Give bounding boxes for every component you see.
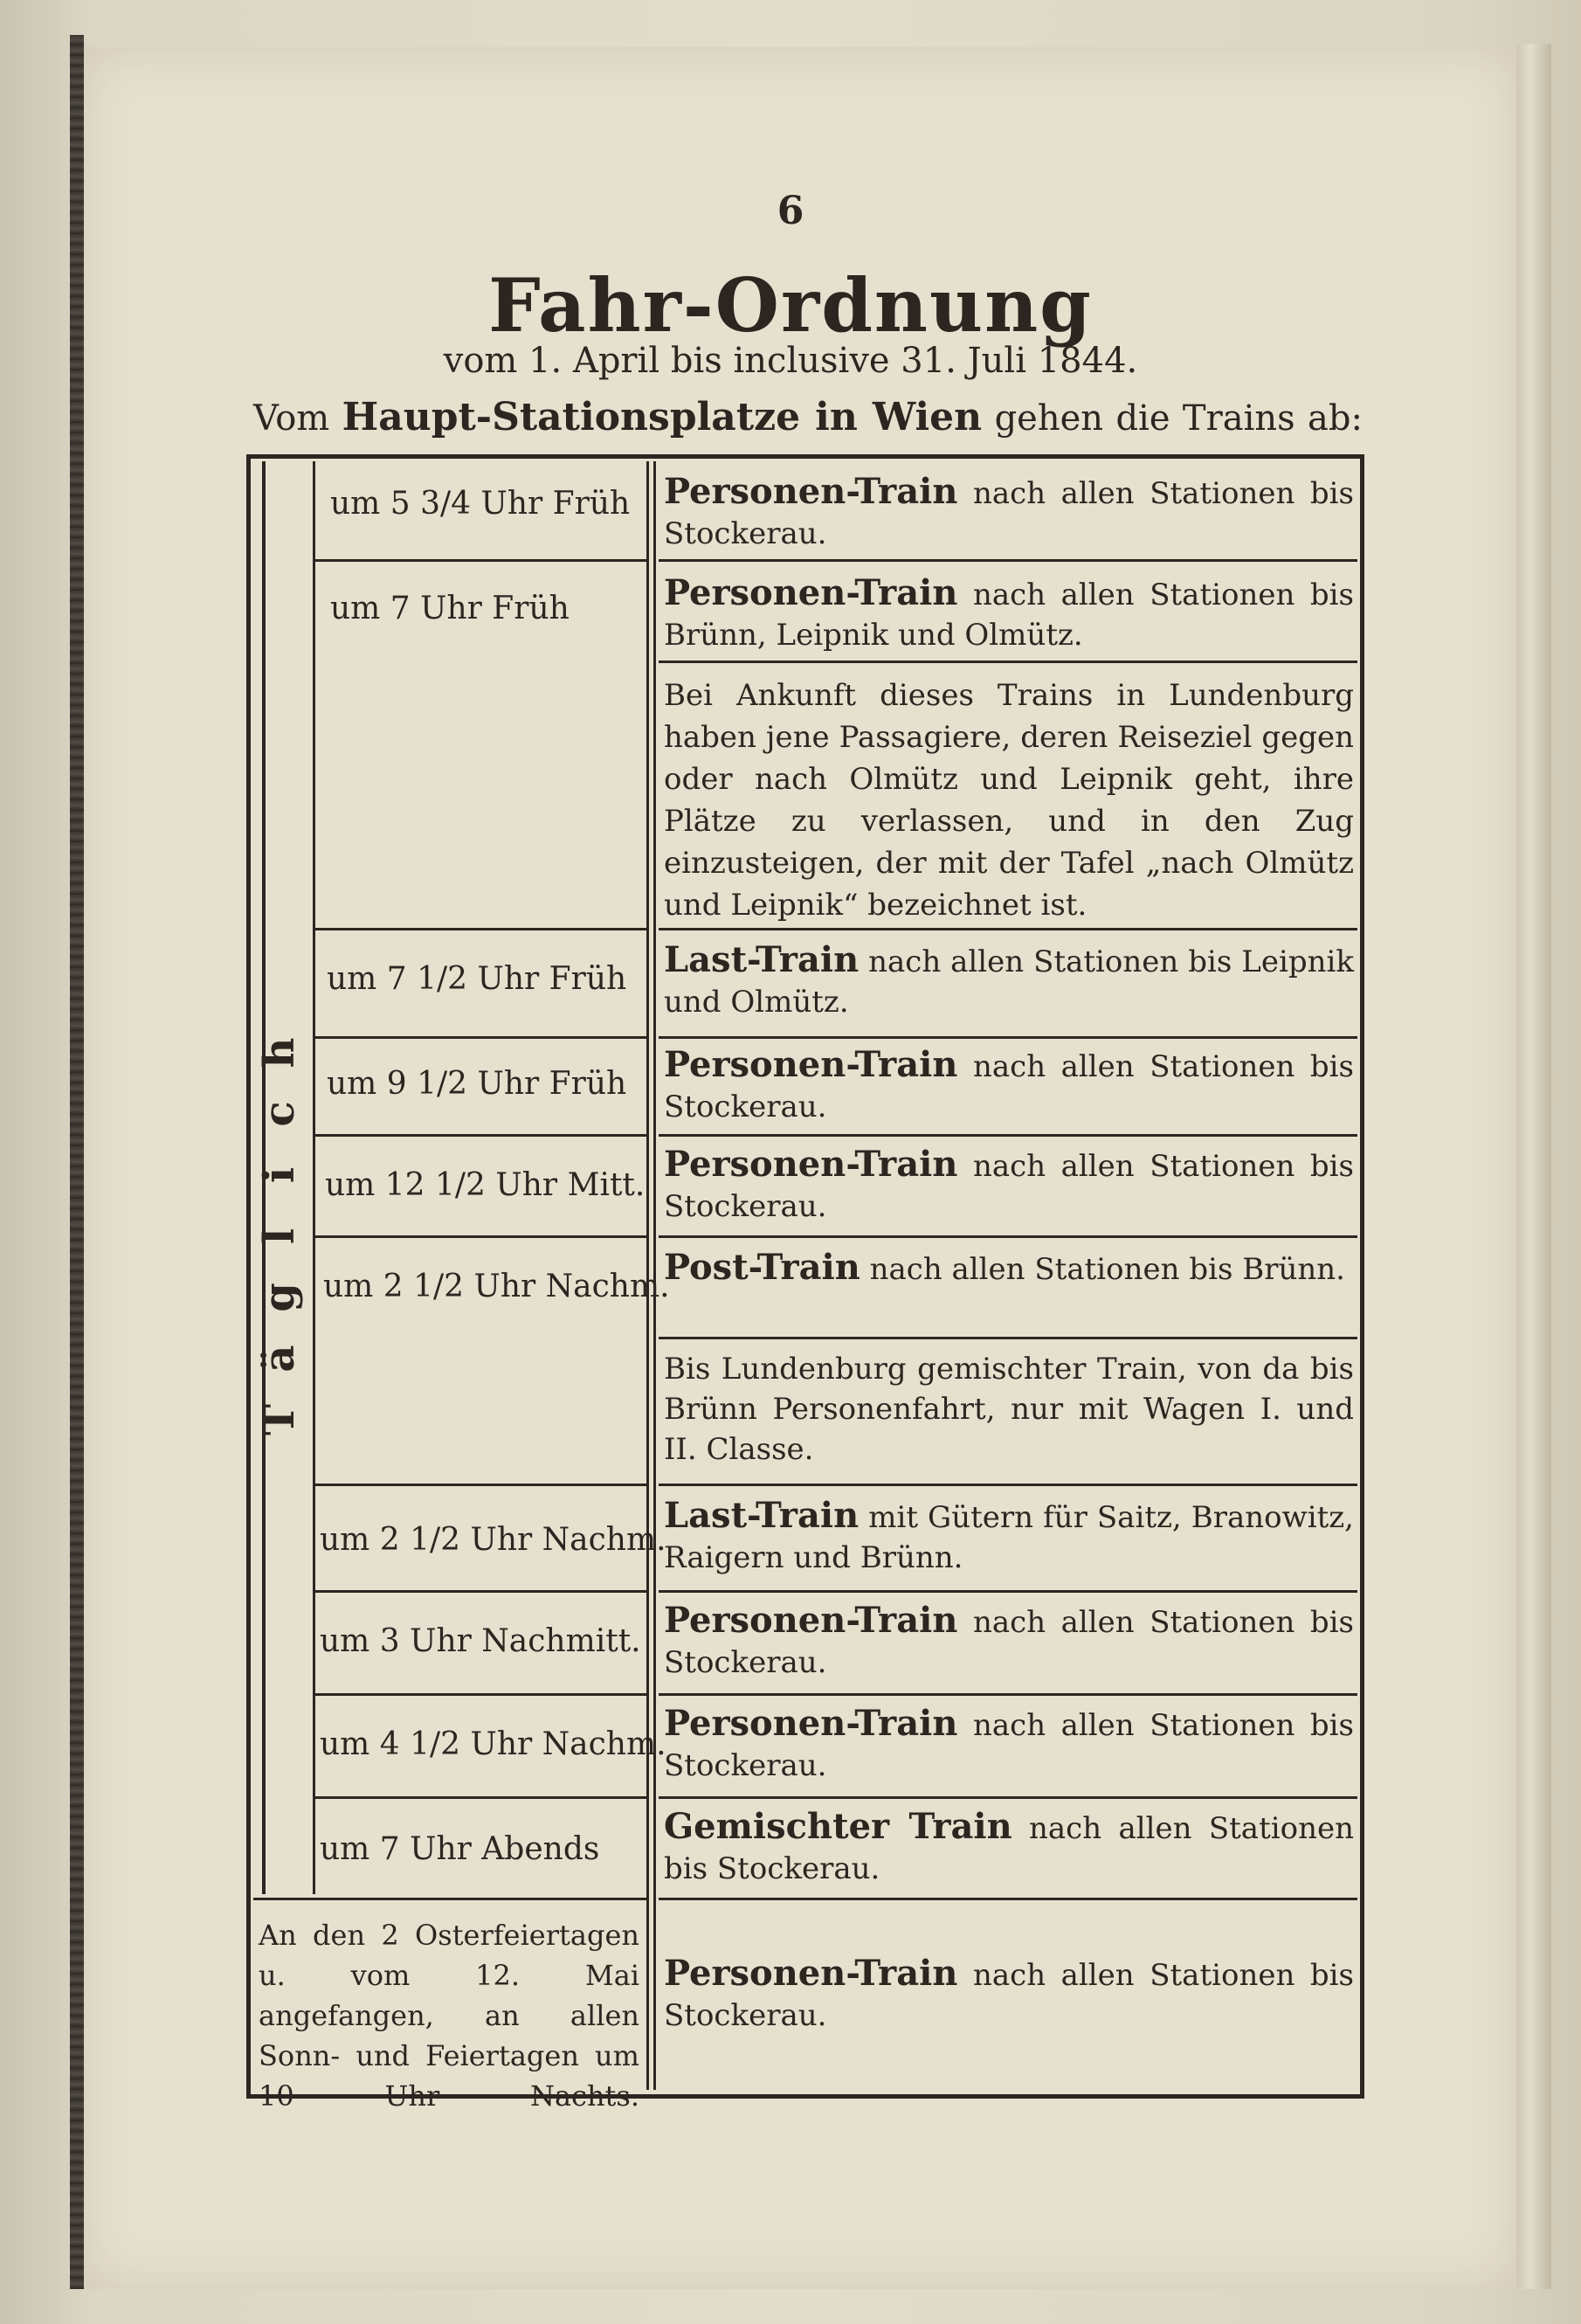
row-separator: [313, 1484, 646, 1486]
train-type: Personen-Train: [664, 1703, 958, 1744]
daily-label-letter: T: [255, 1404, 304, 1435]
train-type: Last-Train: [664, 939, 860, 980]
train-route: mit Gütern für Saitz, Branowitz, Raigern und Brünn.: [664, 1500, 1354, 1575]
intro-part-2: Haupt-Stationsplatze in Wien: [342, 395, 983, 439]
intro-part-3: gehen die Trains ab:: [994, 398, 1363, 439]
time-cell: um 4 1/2 Uhr Nachm.: [320, 1726, 666, 1762]
train-description: [664, 1601, 1354, 1683]
train-description: [664, 1145, 1354, 1227]
page-subtitle: vom 1. April bis inclusive 31. Juli 1844.: [443, 341, 1138, 381]
daily-label-letter: l: [255, 1228, 304, 1245]
row-separator: [313, 1036, 646, 1039]
row-separator: [313, 1235, 646, 1238]
train-type: Personen-Train: [664, 1600, 958, 1641]
time-cell: um 2 1/2 Uhr Nachm.: [320, 1522, 666, 1558]
row-separator: [659, 1898, 1357, 1900]
row-separator: [313, 1590, 646, 1593]
holiday-time: An den 2 Osterfeiertagen u. vom 12. Mai angefangen, an allen Sonn- und Feiertagen um 10 Uhr Nachts.: [259, 1919, 639, 2113]
train-description: [664, 1954, 1354, 2036]
row-separator: [313, 1693, 646, 1696]
train-description: [664, 1248, 1354, 1290]
train-description: [664, 573, 1354, 655]
row-separator: [313, 928, 646, 930]
row-separator: [659, 1134, 1357, 1137]
train-description: [664, 472, 1354, 554]
train-route: nach allen Stationen bis Stockerau.: [664, 1605, 1354, 1680]
train-route: nach allen Stationen bis Stockerau.: [664, 1958, 1354, 2033]
row-separator: [659, 1590, 1357, 1593]
row-separator: [659, 661, 1357, 663]
time-cell: um 5 3/4 Uhr Früh: [330, 486, 631, 522]
row-separator: [313, 559, 646, 562]
time-cell: um 7 Uhr Früh: [330, 591, 570, 626]
time-cell: um 9 1/2 Uhr Früh: [327, 1066, 627, 1102]
train-route: nach allen Stationen bis Stockerau.: [664, 1811, 1354, 1886]
train-type: Personen-Train: [664, 1044, 958, 1085]
row-separator: [659, 928, 1357, 930]
train-description: [664, 1045, 1354, 1127]
train-description: [664, 1807, 1354, 1889]
row-separator: [659, 1235, 1357, 1238]
row-separator: [313, 1796, 646, 1799]
page-number: 6: [777, 189, 804, 233]
daily-label: [253, 1022, 306, 1450]
train-type: Gemischter Train: [664, 1806, 1012, 1847]
train-type: Last-Train: [664, 1495, 860, 1536]
train-route: nach allen Stationen bis Brünn, Leipnik und Olmütz.: [664, 578, 1354, 653]
train-route: nach allen Stationen bis Stockerau.: [664, 476, 1354, 551]
daily-label-letter: ä: [255, 1345, 304, 1373]
train-route: nach allen Stationen bis Stockerau.: [664, 1149, 1354, 1224]
train-type: Post-Train: [664, 1247, 860, 1288]
row-separator: [659, 1796, 1357, 1799]
row-separator: [659, 559, 1357, 562]
time-cell: um 12 1/2 Uhr Mitt.: [325, 1167, 646, 1203]
train-note: Bis Lundenburg gemischter Train, von da bis Brünn Personenfahrt, nur mit Wagen I. und II. Classe.: [664, 1352, 1354, 1467]
page-title: Fahr-Ordnung: [488, 262, 1093, 349]
row-separator: [659, 1693, 1357, 1696]
time-cell: um 3 Uhr Nachmitt.: [320, 1623, 641, 1659]
train-type: Personen-Train: [664, 572, 958, 613]
table-divider: [313, 461, 315, 1894]
intro-part-1: Vom: [253, 398, 330, 439]
row-separator: [253, 1898, 646, 1900]
daily-label-letter: i: [255, 1166, 304, 1184]
time-cell: um 2 1/2 Uhr Nachm.: [323, 1269, 670, 1304]
train-description: [664, 940, 1354, 1022]
daily-label-letter: c: [255, 1101, 304, 1127]
train-type: Personen-Train: [664, 471, 958, 512]
time-cell: um 7 Uhr Abends: [320, 1831, 600, 1867]
daily-label-letter: g: [255, 1283, 304, 1312]
train-route: nach allen Stationen bis Stockerau.: [664, 1049, 1354, 1124]
train-description: [664, 1704, 1354, 1786]
train-note: Bei Ankunft dieses Trains in Lundenburg haben jene Passagiere, deren Reiseziel gegen oder nach Olmütz und Leipnik geht, ihre Plätze zu verlassen, und in den Zug einzusteigen, der mit der Tafel „nach Olmütz und Leipnik“ bezeichnet ist.: [664, 678, 1354, 923]
train-route: nach allen Stationen bis Stockerau.: [664, 1708, 1354, 1783]
train-type: Personen-Train: [664, 1953, 958, 1994]
row-separator: [659, 1484, 1357, 1486]
daily-label-letter: h: [255, 1037, 304, 1069]
row-separator: [659, 1036, 1357, 1039]
train-type: Personen-Train: [664, 1144, 958, 1185]
row-separator: [659, 1337, 1357, 1339]
row-separator: [313, 1134, 646, 1137]
train-description: [664, 1496, 1354, 1578]
time-cell: um 7 1/2 Uhr Früh: [327, 961, 627, 997]
intro-line: [253, 395, 1363, 439]
train-route: nach allen Stationen bis Brünn.: [860, 1252, 1345, 1287]
train-route: nach allen Stationen bis Leipnik und Olmütz.: [664, 944, 1354, 1020]
